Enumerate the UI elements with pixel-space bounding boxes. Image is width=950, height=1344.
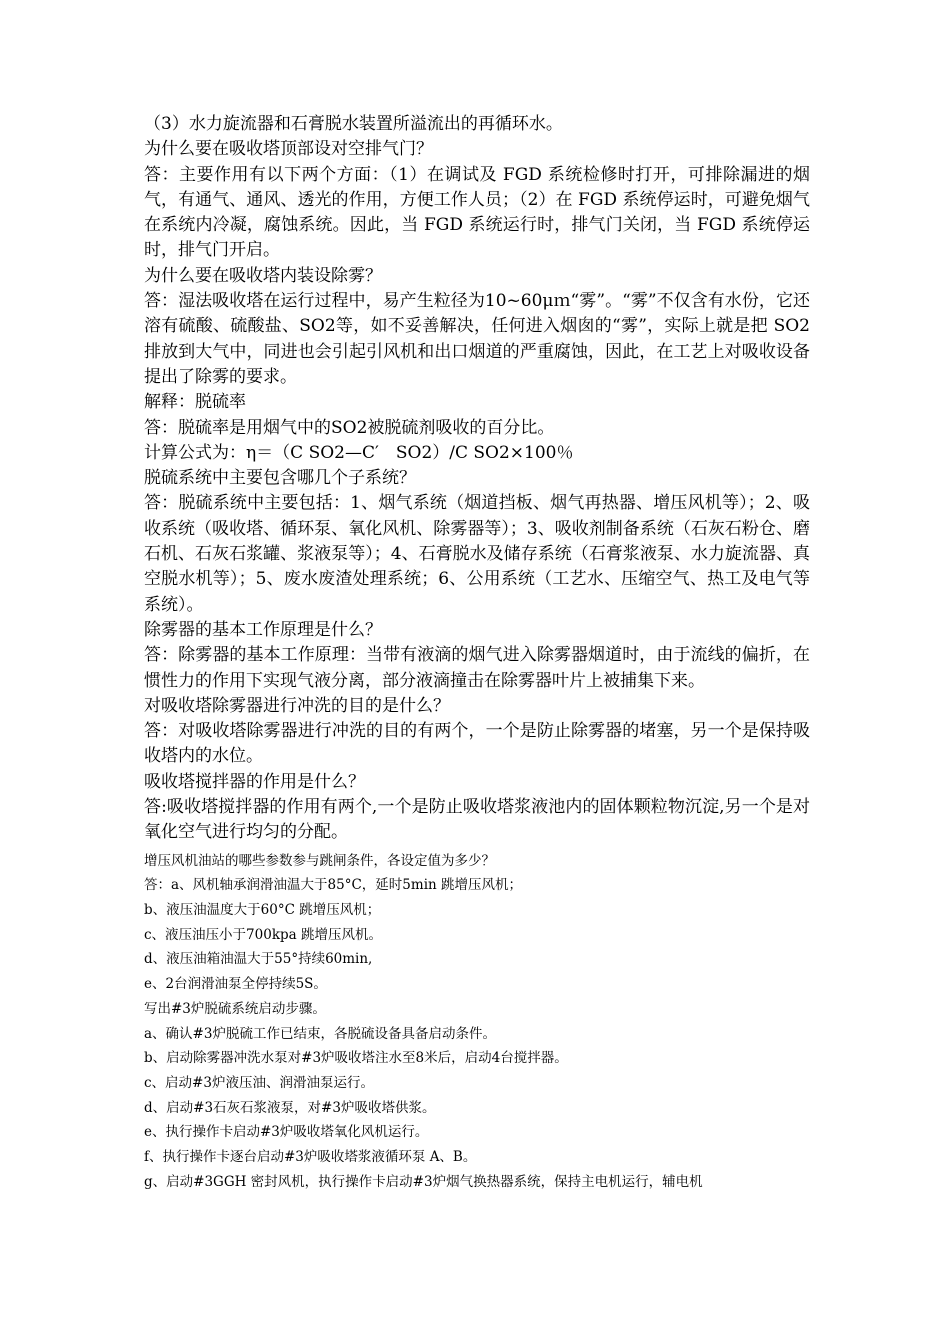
question-startup-steps: 写出#3炉脱硫系统启动步骤。: [144, 1000, 326, 1017]
question-agitator: 吸收塔搅拌器的作用是什么？: [144, 771, 365, 792]
question-demister-principle: 除雾器的基本工作原理是什么？: [144, 619, 382, 640]
list-item: e、执行操作卡启动#3炉吸收塔氧化风机运行。: [144, 1124, 429, 1141]
question-demister: 为什么要在吸收塔内装设除雾？: [144, 265, 382, 286]
list-item: c、液压油压小于700kpa 跳增压风机。: [144, 926, 382, 943]
qa-section-main: [144, 112, 810, 846]
list-item: b、液压油温度大于60°C 跳增压风机；: [144, 902, 381, 919]
qa-section-procedures: [144, 849, 810, 1195]
answer-vent-valve: 答：主要作用有以下两个方面：（1）在调试及 FGD 系统检修时打开，可排除漏进的烟气，有通气、通风、透光的作用，方便工作人员；（2）在 FGD 系统停运时，可避免烟气在系统内冷凝，腐蚀系统。因此，当 FGD 系统运行时，排气门关闭，当 FGD 系统停运时，排气门开启。: [144, 164, 810, 261]
answer-desulfurization-rate: 答：脱硫率是用烟气中的SO2被脱硫剂吸收的百分比。: [144, 417, 555, 438]
list-item: g、启动#3GGH 密封风机，执行操作卡启动#3炉烟气换热器系统，保持主电机运行，辅电机: [144, 1173, 703, 1190]
document-page: [144, 112, 810, 1194]
list-item: b、启动除雾器冲洗水泵对#3炉吸收塔注水至8米后，启动4台搅拌器。: [144, 1050, 568, 1067]
list-item: d、液压油箱油温大于55°持续60min,: [144, 951, 373, 968]
question-demister-flush: 对吸收塔除雾器进行冲洗的目的是什么？: [144, 695, 450, 716]
formula-desulfurization-rate: 计算公式为：η＝（C SO2—C′ SO2）/C SO2×100％: [144, 442, 574, 463]
answer-demister: 答：湿法吸收塔在运行过程中，易产生粒径为10~60μｍ“雾”。“雾”不仅含有水份，它还溶有硫酸、硫酸盐、SO2等，如不妥善解决，任何进入烟囱的“雾”，实际上就是把 SO2排放到大气中，同进也会引起引风机和出口烟道的严重腐蚀，因此，在工艺上对吸收设备提出了除雾的要求。: [144, 291, 810, 387]
question-subsystems: 脱硫系统中主要包含哪几个子系统？: [144, 468, 416, 489]
answer-demister-flush: 答：对吸收塔除雾器进行冲洗的目的有两个，一个是防止除雾器的堵塞，另一个是保持吸收塔内的水位。: [144, 721, 810, 767]
question-booster-fan-trip: 增压风机油站的哪些参数参与跳闸条件，各设定值为多少？: [144, 852, 495, 869]
answer-agitator: 答:吸收塔搅拌器的作用有两个,一个是防止吸收塔浆液池内的固体颗粒物沉淀,另一个是对氧化空气进行均匀的分配。: [144, 797, 810, 843]
answer-demister-principle: 答：除雾器的基本工作原理：当带有液滴的烟气进入除雾器烟道时，由于流线的偏折，在惯性力的作用下实现气液分离，部分液滴撞击在除雾器叶片上被捕集下来。: [144, 645, 810, 691]
list-item: 答：a、风机轴承润滑油温大于85°C，延时5min 跳增压风机；: [144, 877, 522, 894]
list-item: e、2台润滑油泵全停持续5S。: [144, 976, 327, 993]
paragraph-overflow-water: （3）水力旋流器和石膏脱水装置所溢流出的再循环水。: [144, 114, 563, 134]
answer-subsystems: 答：脱硫系统中主要包括：1、烟气系统（烟道挡板、烟气再热器、增压风机等）；2、吸收系统（吸收塔、循环泵、氧化风机、除雾器等）；3、吸收剂制备系统（石灰石粉仓、磨石机、石灰石浆罐、浆液泵等）；4、石膏脱水及储存系统（石膏浆液泵、水力旋流器、真空脱水机等）；5、废水废渣处理系统；6、公用系统（工艺水、压缩空气、热工及电气等系统）。: [144, 493, 810, 615]
list-item: a、确认#3炉脱硫工作已结束，各脱硫设备具备启动条件。: [144, 1025, 496, 1042]
question-desulfurization-rate: 解释：脱硫率: [144, 392, 246, 413]
list-item: d、启动#3石灰石浆液泵，对#3炉吸收塔供浆。: [144, 1099, 436, 1116]
question-vent-valve: 为什么要在吸收塔顶部设对空排气门？: [144, 139, 433, 160]
list-item: c、启动#3炉液压油、润滑油泵运行。: [144, 1074, 374, 1091]
list-item: f、执行操作卡逐台启动#3炉吸收塔浆液循环泵 A、B。: [144, 1149, 477, 1166]
